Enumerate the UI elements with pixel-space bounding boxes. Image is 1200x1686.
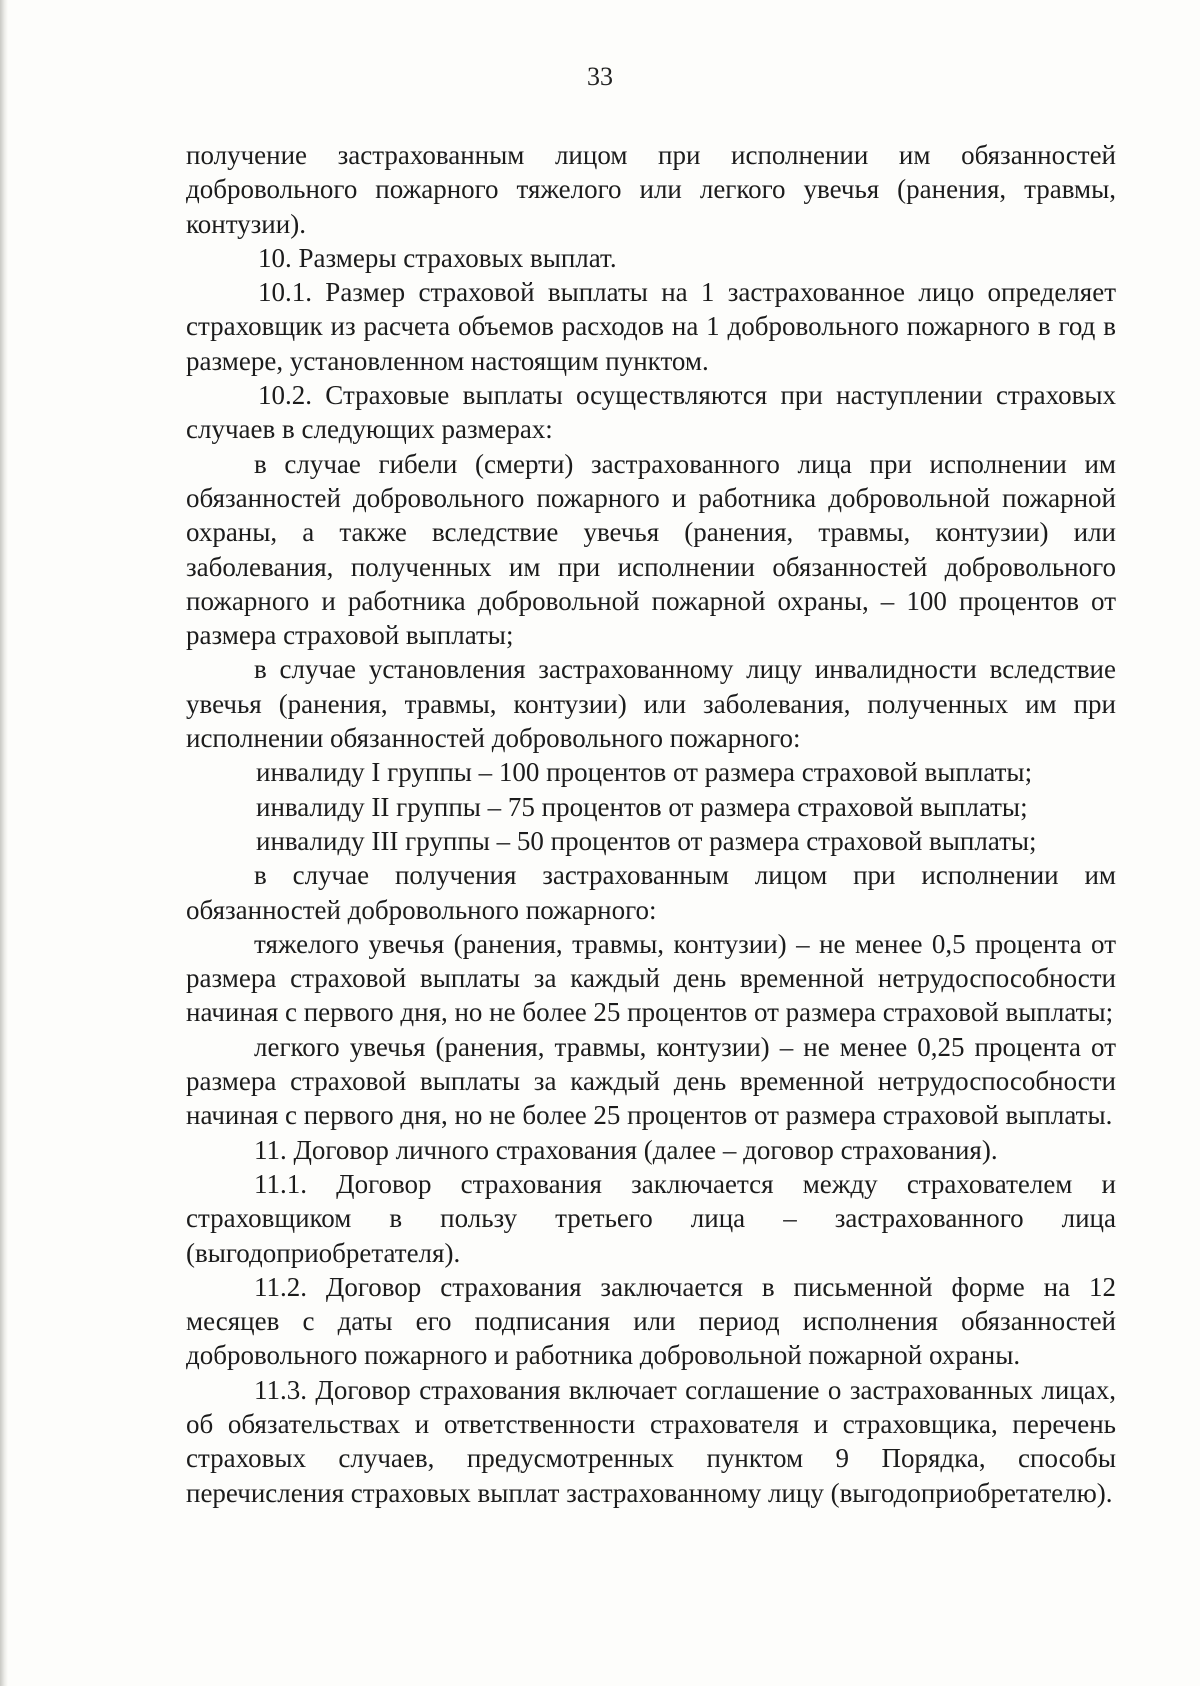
page-number: 33 [587, 62, 613, 91]
paragraph-injury-case: в случае получения застрахованным лицом при исполнении им обязанностей добровольного пожарного: [186, 860, 1116, 925]
paragraph-severe-injury: тяжелого увечья (ранения, травмы, контузии) – не менее 0,5 процента от размера страховой выплаты за каждый день временной нетрудоспособности начиная с первого дня, но не более 25 процентов от размера страховой выплаты; [186, 928, 1116, 1028]
section-10-heading: 10. Размеры страховых выплат. [258, 242, 617, 273]
list-item-disability-group-1: инвалиду I группы – 100 процентов от размера страховой выплаты; [256, 757, 1033, 788]
section-11-heading: 11. Договор личного страхования (далее – договор страхования). [254, 1134, 998, 1165]
paragraph-11-2: 11.2. Договор страхования заключается в письменной форме на 12 месяцев с даты его подписания или период исполнения обязанностей добровольного пожарного и работника добровольной пожарной охраны. [186, 1271, 1116, 1371]
paragraph-11-3: 11.3. Договор страхования включает соглашение о застрахованных лицах, об обязательствах и ответственности страхователя и страховщика, перечень страховых случаев, предусмотренных пунктом 9 Порядка, способы перечисления страховых выплат застрахованному лицу (выгодоприобретателю). [186, 1374, 1116, 1508]
paragraph-10-1: 10.1. Размер страховой выплаты на 1 застрахованное лицо определяет страховщик из расчета объемов расходов на 1 добровольного пожарного в год в размере, установленном настоящим пунктом. [186, 277, 1116, 376]
list-item-disability-group-3: инвалиду III группы – 50 процентов от размера страховой выплаты; [256, 825, 1037, 856]
paragraph-light-injury: легкого увечья (ранения, травмы, контузии) – не менее 0,25 процента от размера страховой выплаты за каждый день временной нетрудоспособности начиная с первого дня, но не более 25 процентов от размера страховой выплаты. [186, 1031, 1116, 1131]
scan-edge [0, 0, 8, 1686]
list-item-disability-group-2: инвалиду II группы – 75 процентов от размера страховой выплаты; [256, 791, 1028, 822]
document-body [186, 138, 1116, 1510]
paragraph-10-2: 10.2. Страховые выплаты осуществляются при наступлении страховых случаев в следующих размерах: [186, 380, 1116, 445]
paragraph-continuation: получение застрахованным лицом при исполнении им обязанностей добровольного пожарного тяжелого или легкого увечья (ранения, травмы, контузии). [186, 140, 1116, 239]
paragraph-disability-case: в случае установления застрахованному лицу инвалидности вследствие увечья (ранения, травмы, контузии) или заболевания, полученных им при исполнении обязанностей добровольного пожарного: [186, 654, 1116, 754]
paragraph-death-case: в случае гибели (смерти) застрахованного лица при исполнении им обязанностей добровольного пожарного и работника добровольной пожарной охраны, а также вследствие увечья (ранения, травмы, контузии) или заболевания, полученных им при исполнении обязанностей добровольного пожарного и работника добровольной пожарной охраны, – 100 процентов от размера страховой выплаты; [186, 448, 1116, 651]
paragraph-11-1: 11.1. Договор страхования заключается между страхователем и страховщиком в пользу третьего лица – застрахованного лица (выгодоприобретателя). [186, 1168, 1116, 1268]
